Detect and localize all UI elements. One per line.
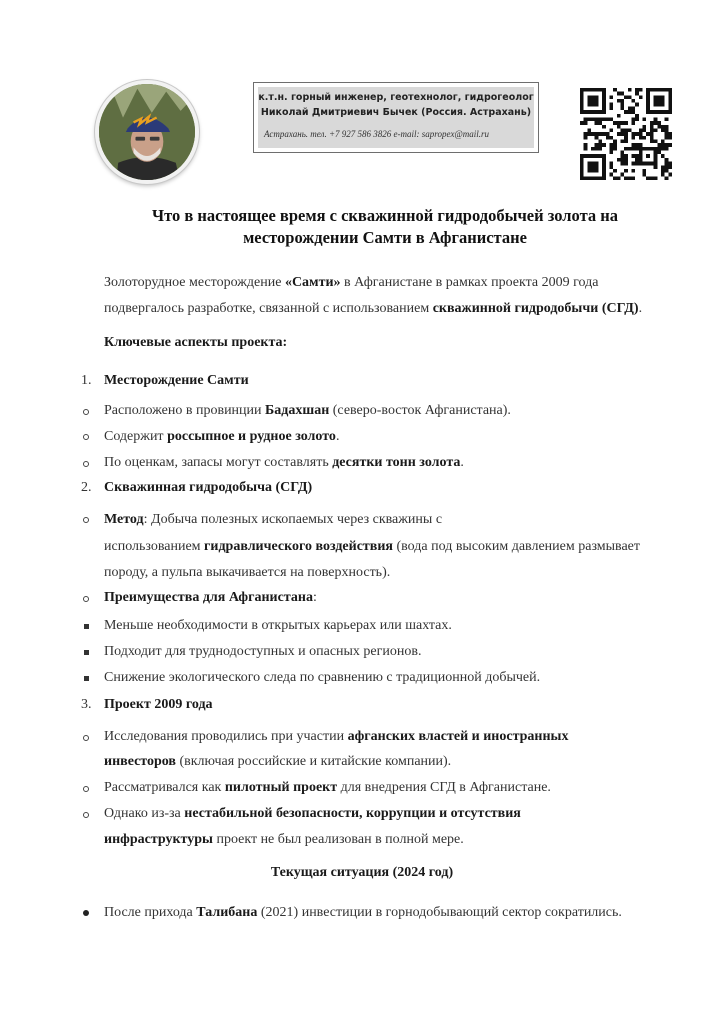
aspects-heading: Ключевые аспекты проекта: [104, 335, 288, 350]
advantage-item-1: Меньше необходимости в открытых карьерах или шахтах. [104, 618, 452, 633]
current-item-1: После прихода Талибана (2021) инвестиции в горнодобывающий сектор сократились. [104, 905, 622, 920]
page-title [80, 205, 690, 249]
advantage-item-3: Снижение экологического следа по сравнению с традиционной добычей. [104, 670, 541, 685]
section-1-number: 1. [81, 373, 92, 388]
section-3-item-1-line-2: инвесторов (включая российские и китайские компании). [104, 754, 452, 769]
qr-code-icon [580, 88, 672, 180]
square-bullet-icon [84, 676, 89, 681]
method-line-2: использованием гидравлического воздействия (вода под высоким давлением размывает [104, 539, 641, 554]
circle-bullet-icon [83, 409, 89, 415]
title-line-2: месторождении Самти в Афганистане [243, 228, 527, 247]
current-situation-heading: Текущая ситуация (2024 год) [270, 865, 454, 880]
author-credentials: к.т.н. горный инженер, геотехнолог, гидрогеолог [258, 92, 534, 103]
advantage-item-2: Подходит для труднодоступных и опасных регионов. [104, 644, 422, 659]
title-line-1: Что в настоящее время с скважинной гидродобычей золота на [151, 206, 619, 225]
circle-bullet-icon [83, 735, 89, 741]
section-2-title: Скважинная гидродобыча (СГД) [104, 480, 313, 495]
square-bullet-icon [84, 650, 89, 655]
circle-bullet-icon [83, 786, 89, 792]
section-3-item-3-line-2: инфраструктуры проект не был реализован в полной мере. [104, 832, 464, 847]
section-1-item-3: По оценкам, запасы могут составлять десятки тонн золота. [104, 455, 464, 470]
section-3-item-2: Рассматривался как пилотный проект для внедрения СГД в Афганистане. [104, 780, 551, 795]
author-name: Николай Дмитриевич Бычек (Россия. Астрахань) [260, 107, 532, 118]
circle-bullet-icon [83, 596, 89, 602]
method-line-3: породу, а пульпа выкачивается на поверхность). [104, 565, 391, 580]
circle-bullet-icon [83, 517, 89, 523]
circle-bullet-icon [83, 461, 89, 467]
author-photo [95, 80, 199, 184]
bullet-dot-icon [83, 910, 89, 916]
section-1-title: Месторождение Самти [104, 373, 249, 388]
square-bullet-icon [84, 624, 89, 629]
circle-bullet-icon [83, 434, 89, 440]
circle-bullet-icon [83, 812, 89, 818]
intro-line-1: Золоторудное месторождение «Самти» в Афганистане в рамках проекта 2009 года [104, 275, 599, 290]
method-line-1: Метод: Добыча полезных ископаемых через скважины с [104, 512, 443, 527]
section-3-item-1-line-1: Исследования проводились при участии афганских властей и иностранных [104, 729, 569, 744]
contact-card [253, 82, 539, 153]
section-2-number: 2. [81, 480, 92, 495]
author-contacts: Астрахань. тел. +7 927 586 3826 e-mail: sapropex@mail.ru [264, 129, 489, 139]
section-3-number: 3. [81, 697, 92, 712]
portrait-icon [99, 84, 195, 180]
section-1-item-2: Содержит россыпное и рудное золото. [104, 429, 340, 444]
intro-line-2: подвергалось разработке, связанной с использованием скважинной гидродобычи (СГД). [104, 301, 643, 316]
contact-card-inner [258, 87, 534, 148]
section-3-item-3-line-1: Однако из-за нестабильной безопасности, коррупции и отсутствия [104, 806, 521, 821]
section-1-item-1: Расположено в провинции Бадахшан (северо-восток Афганистана). [104, 403, 511, 418]
advantages-heading: Преимущества для Афганистана: [104, 590, 317, 605]
section-3-title: Проект 2009 года [104, 697, 213, 712]
